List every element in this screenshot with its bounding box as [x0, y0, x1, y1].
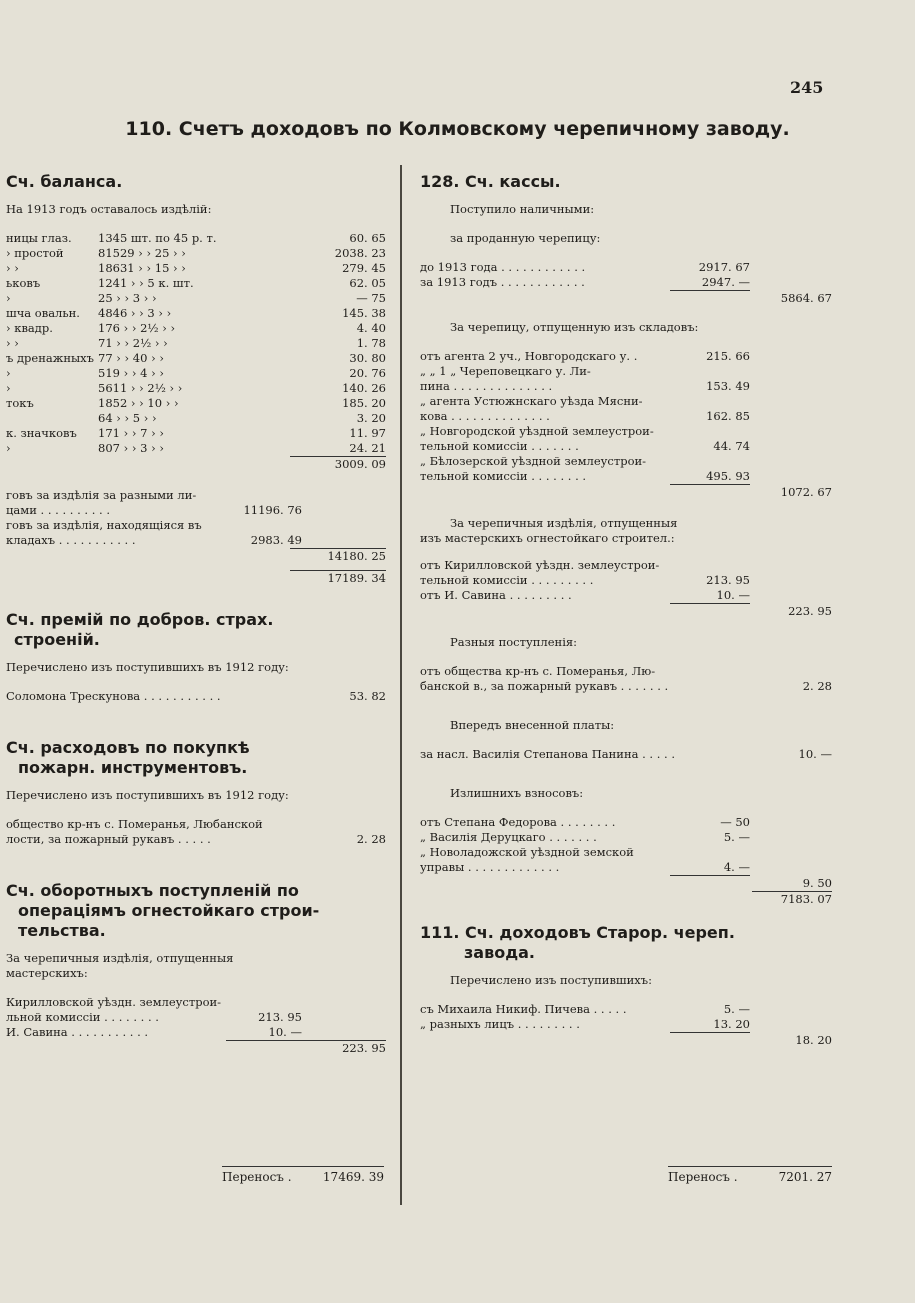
item-amount: 279. 45	[342, 261, 386, 275]
balance-subtotal: 14180. 25	[327, 549, 386, 563]
left-carry: Переносъ . 17469. 39	[222, 1170, 384, 1184]
staror-heading-cont: завода.	[464, 943, 536, 962]
item-amount: 140. 26	[342, 381, 386, 395]
item-detail: 1852 › › 10 › ›	[98, 396, 179, 410]
left-carry-rule	[222, 1166, 384, 1167]
item-detail: 64 › › 5 › ›	[98, 411, 157, 425]
belozersk-row: „ Бѣлозерской уѣздной землеустрои- тельной комиссіи . . . . . . . . 495. 93	[420, 454, 750, 483]
left-column	[6, 172, 386, 1056]
item-amount: 145. 38	[342, 306, 386, 320]
item-name	[6, 411, 98, 426]
fire-tools-row: общество кр-нъ с. Померанья, Любанской лости, за пожарный рукавъ . . . . . 2. 28	[6, 817, 386, 846]
novgorod-row: „ Новгородской уѣздной землеустрои- тельной комиссіи . . . . . . . 44. 74	[420, 424, 750, 453]
item-name: › простой	[6, 246, 64, 260]
fire-tools-heading: Сч. расходовъ по покупкѣ	[6, 738, 250, 757]
item-detail: 5611 › › 2½ › ›	[98, 381, 183, 395]
item-name: ницы глаз.	[6, 231, 72, 245]
balance-item-row	[6, 411, 386, 426]
item-detail: 4846 › › 3 › ›	[98, 306, 172, 320]
cash-row-pre1913: до 1913 года . . . . . . . . . . . . 2917. 67	[420, 260, 750, 274]
column-divider	[400, 165, 402, 1205]
right-column	[420, 172, 832, 1048]
staror-subheading: Перечислено изъ поступившихъ:	[450, 973, 652, 987]
cash-heading: 128. Сч. кассы.	[420, 172, 561, 191]
item-detail: 176 › › 2½ › ›	[98, 321, 176, 335]
page-title: 110. Счетъ доходовъ по Колмовскому черепичному заводу.	[125, 118, 790, 140]
premiums-heading-cont: строеній.	[14, 630, 100, 649]
balance-item-row	[6, 441, 386, 456]
item-detail: 171 › › 7 › ›	[98, 426, 164, 440]
workshops-heading: За черепичныя издѣлія, отпущенныя изъ мастерскихъ огнестойкаго строител.:	[420, 516, 678, 545]
item-amount: 30. 80	[349, 351, 386, 365]
debtors-row: говъ за издѣлія за разными ли- цами . . . . . . . . . . 11196. 76	[6, 488, 302, 517]
balance-total: 17189. 34	[327, 571, 386, 585]
excess-total: 9. 50	[802, 876, 832, 890]
item-detail: 1241 › › 5 к. шт.	[98, 276, 194, 290]
item-name: › квадр.	[6, 321, 53, 335]
balance-item-row	[6, 351, 386, 366]
workshops-total: 223. 95	[788, 604, 832, 618]
balance-item-row	[6, 426, 386, 441]
ustyuzh-row: „ агента Устюжнскаго уѣзда Мясни- кова . . . . . . . . . . . . . . 162. 85	[420, 394, 750, 423]
cash-for-tiles: за проданную черепицу:	[450, 231, 601, 245]
savin-row: отъ И. Савина . . . . . . . . . 10. —	[420, 588, 750, 602]
balance-heading: Сч. баланса.	[6, 172, 123, 191]
item-detail: 519 › › 4 › ›	[98, 366, 164, 380]
warehouses-heading: За черепицу, отпущенную изъ складовъ:	[450, 320, 699, 334]
fire-tools-subheading: Перечислено изъ поступившихъ въ 1912 году:	[6, 788, 289, 802]
item-amount: 60. 65	[349, 231, 386, 245]
item-name: ›	[6, 366, 11, 380]
agent2-row: отъ агента 2 уч., Новгородскаго у. . 215. 66	[420, 349, 750, 363]
warehouses-total: 1072. 67	[780, 485, 832, 499]
balance-item-row	[6, 231, 386, 246]
advance-row: за насл. Василія Степанова Панина . . . . . 10. —	[420, 747, 832, 761]
item-amount: 1. 78	[356, 336, 386, 350]
cash-row-1913: за 1913 годъ . . . . . . . . . . . . 2947. —	[420, 275, 750, 289]
balance-item-row	[6, 366, 386, 381]
item-name: ъ дренажныхъ	[6, 351, 94, 365]
item-name: ›	[6, 291, 11, 305]
balance-item-row	[6, 276, 386, 291]
item-amount: 4. 40	[356, 321, 386, 335]
kirillov-row: отъ Кирилловской уѣздн. землеустрои- тельной комиссіи . . . . . . . . . 213. 95	[420, 558, 750, 587]
misc-row: отъ общества кр-нъ с. Померанья, Лю- банской в., за пожарный рукавъ . . . . . . . 2. 28	[420, 664, 832, 693]
item-name: токъ	[6, 396, 34, 410]
item-detail: 71 › › 2½ › ›	[98, 336, 168, 350]
revolving-subheading: За черепичныя издѣлія, отпущенныя мастерскихъ:	[6, 951, 234, 980]
staror-total: 18. 20	[795, 1033, 832, 1047]
item-detail: 18631 › › 15 › ›	[98, 261, 186, 275]
fedorov-row: отъ Степана Федорова . . . . . . . . — 50	[420, 815, 750, 829]
advance-heading: Впередъ внесенной платы:	[450, 718, 615, 732]
pichev-row: съ Михаила Никиф. Пичева . . . . . 5. —	[420, 1002, 750, 1016]
item-detail: 81529 › › 25 › ›	[98, 246, 186, 260]
various-row: „ разныхъ лицъ . . . . . . . . . 13. 20	[420, 1017, 750, 1031]
balance-item-row	[6, 336, 386, 351]
item-amount: 3. 20	[356, 411, 386, 425]
item-amount: — 75	[356, 291, 386, 305]
balance-item-row	[6, 246, 386, 261]
cash-total: 7183. 07	[780, 892, 832, 906]
revolving-total: 223. 95	[342, 1041, 386, 1055]
staror-heading: 111. Сч. доходовъ Старор. череп.	[420, 923, 735, 942]
page-number: 245	[790, 78, 824, 97]
revolving-row-kirillov: Кирилловской уѣздн. землеустрои- льной комиссіи . . . . . . . . 213. 95	[6, 995, 302, 1024]
item-amount: 24. 21	[349, 441, 386, 455]
item-amount: 11. 97	[349, 426, 386, 440]
revolving-heading-3: тельства.	[18, 921, 106, 940]
item-name: ›	[6, 441, 11, 455]
premiums-subheading: Перечислено изъ поступившихъ въ 1912 году:	[6, 660, 289, 674]
item-amount: 62. 05	[349, 276, 386, 290]
novoladoga-row: „ Новоладожской уѣздной земской управы . . . . . . . . . . . . . 4. —	[420, 845, 750, 874]
derutsky-row: „ Василія Деруцкаго . . . . . . . 5. —	[420, 830, 750, 844]
item-detail: 1345 шт. по 45 р. т.	[98, 231, 217, 245]
warehouse-row: говъ за издѣлія, находящіяся въ кладахъ . . . . . . . . . . . 2983. 49	[6, 518, 302, 547]
right-carry-rule	[668, 1166, 832, 1167]
item-name: шча овальн.	[6, 306, 80, 320]
balance-item-row	[6, 261, 386, 276]
item-detail: 25 › › 3 › ›	[98, 291, 157, 305]
item-name: ьковъ	[6, 276, 41, 290]
item-detail: 77 › › 40 › ›	[98, 351, 164, 365]
revolving-row-savin: И. Савина . . . . . . . . . . . 10. —	[6, 1025, 302, 1039]
premiums-heading: Сч. премій по добров. страх.	[6, 610, 274, 629]
item-name: ›	[6, 381, 11, 395]
misc-heading: Разныя поступленія:	[450, 635, 577, 649]
balance-item-row	[6, 381, 386, 396]
balance-item-row	[6, 306, 386, 321]
fire-tools-heading-cont: пожарн. инструментовъ.	[18, 758, 248, 777]
item-amount: 185. 20	[342, 396, 386, 410]
item-amount: 2038. 23	[334, 246, 386, 260]
item-name: › ›	[6, 336, 19, 350]
cash-received: Поступило наличными:	[450, 202, 595, 216]
item-name: › ›	[6, 261, 19, 275]
balance-item-row	[6, 321, 386, 336]
premiums-row: Соломона Трескунова . . . . . . . . . . . 53. 82	[6, 689, 386, 703]
balance-item-row	[6, 291, 386, 306]
agent1-row: „ „ 1 „ Череповецкаго у. Ли- пина . . . . . . . . . . . . . . 153. 49	[420, 364, 750, 393]
revolving-heading-2: операціямъ огнестойкаго строи-	[18, 901, 320, 920]
right-carry: Переносъ . 7201. 27	[668, 1170, 832, 1184]
item-amount: 20. 76	[349, 366, 386, 380]
revolving-heading: Сч. оборотныхъ поступленій по	[6, 881, 299, 900]
cash-tiles-total: 5864. 67	[780, 291, 832, 305]
balance-item-row	[6, 396, 386, 411]
balance-items-total: 3009. 09	[334, 457, 386, 471]
balance-subheading: На 1913 годъ оставалось издѣлій:	[6, 202, 212, 216]
item-name: к. значковъ	[6, 426, 77, 440]
excess-heading: Излишнихъ взносовъ:	[450, 786, 584, 800]
balance-items	[6, 231, 386, 456]
item-detail: 807 › › 3 › ›	[98, 441, 164, 455]
